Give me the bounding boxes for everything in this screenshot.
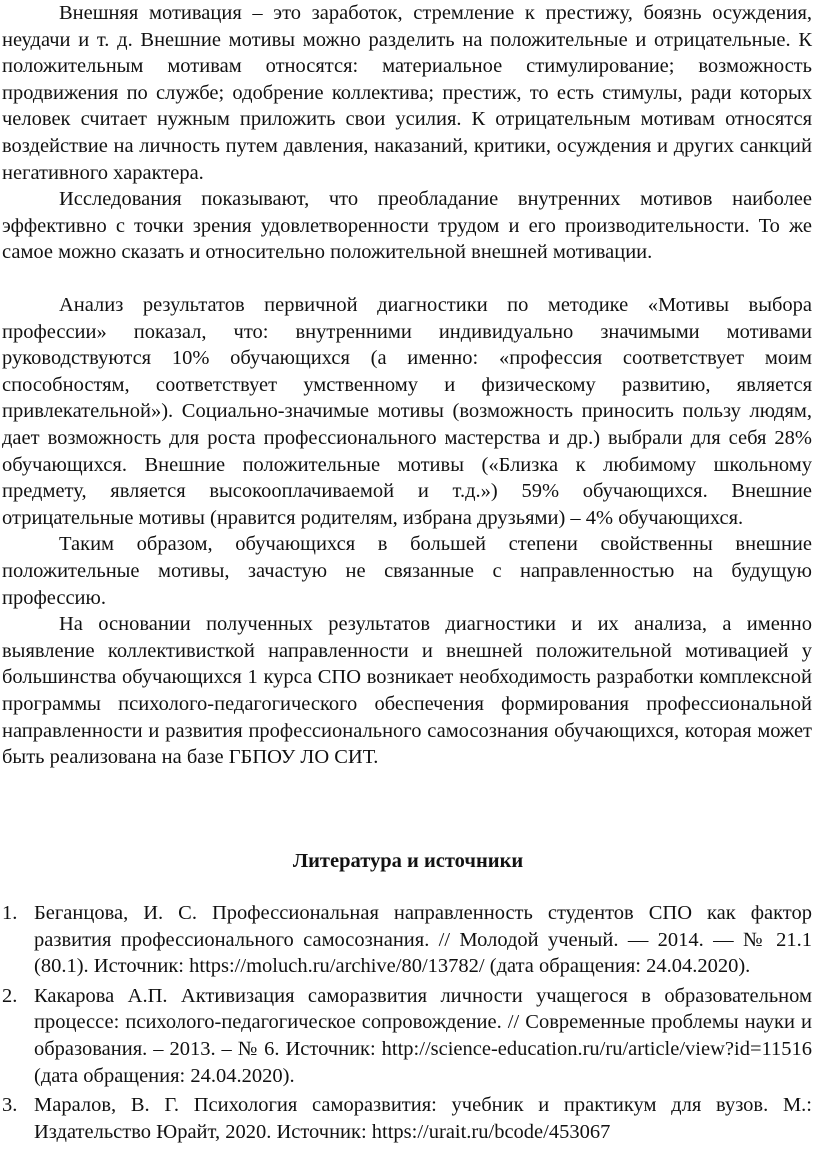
paragraph-external-motivation: Внешняя мотивация – это заработок, стремление к престижу, боязнь осуждения, неудачи и т. д. Внешние мотивы можно разделить на положительные и отрицательные. К положительным мотивам относятся: материальное стимулирование; возможность продвижения по службе; одобрение коллектива; престиж, то есть стимулы, ради которых человек считает нужным приложить свои усилия. К отрицательным мотивам относятся воздействие на личность путем давления, наказаний, критики, осуждения и других санкций негативного характера. [2,2,812,184]
references-heading: Литература и источники [292,850,524,872]
reference-item [2,900,812,980]
paragraph-diagnostics-analysis: Анализ результатов первичной диагностики по методике «Мотивы выбора профессии» показал, что: внутренними индивидуально значимыми мотивами руководствуются 10% обучающихся (а именно: «профессия соответствует моим способностям, соответствует умственному и физическому развитию, является привлекательной»). Социально-значимые мотивы (возможность приносить пользу людям, дает возможность для роста профессионального мастерства и др.) выбрали для себя 28% обучающихся. Внешние положительные мотивы («Близка к любимому школьному предмету, является высокооплачиваемой и т.д.») 59% обучающихся. Внешние отрицательные мотивы (нравится родителям, избрана друзьями) – 4% обучающихся. [2,294,812,529]
reference-text: Какарова А.П. Активизация саморазвития личности учащегося в образовательном процессе: психолого-педагогическое сопровождение. // Современные проблемы науки и образования. – 2013. – № 6. Источник: http://science-education.ru/ru/article/view?id=11516 (дата обращения: 24.04.2020). [34,984,812,1087]
body-text-block-1 [2,0,812,266]
reference-number: 2. [2,984,18,1007]
references-list [2,900,812,1148]
reference-text: Маралов, В. Г. Психология саморазвития: учебник и практикум для вузов. М.: Издательство Юрайт, 2020. Источник: https://urait.ru/bcode/453067 [34,1094,812,1143]
paragraph-research-findings: Исследования показывают, что преобладание внутренних мотивов наиболее эффективно с точки зрения удовлетворенности трудом и его производительности. То же самое можно сказать и относительно положительной внешней мотивации. [2,188,812,264]
body-text-block-2 [2,292,812,771]
reference-number: 3. [2,1094,18,1117]
reference-text: Беганцова, И. С. Профессиональная направленность студентов СПО как фактор развития профессионального самосознания. // Молодой ученый. — 2014. — № 21.1 (80.1). Источник: https://moluch.ru/archive/80/13782/ (дата обращения: 24.04.2020). [34,902,812,978]
paragraph-conclusion: Таким образом, обучающихся в большей степени свойственны внешние положительные мотивы, зачастую не связанные с направленностью на будущую профессию. [2,533,812,609]
reference-item [2,983,812,1089]
paragraph-program-proposal: На основании полученных результатов диагностики и их анализа, а именно выявление коллективисткой направленности и внешней положительной мотивацией у большинства обучающихся 1 курса СПО возникает необходимость разработки комплексной программы психолого-педагогического обеспечения формирования профессиональной направленности и развития профессионального самосознания обучающихся, которая может быть реализована на базе ГБПОУ ЛО СИТ. [2,613,812,769]
reference-number: 1. [2,902,18,924]
reference-item [2,1092,812,1145]
